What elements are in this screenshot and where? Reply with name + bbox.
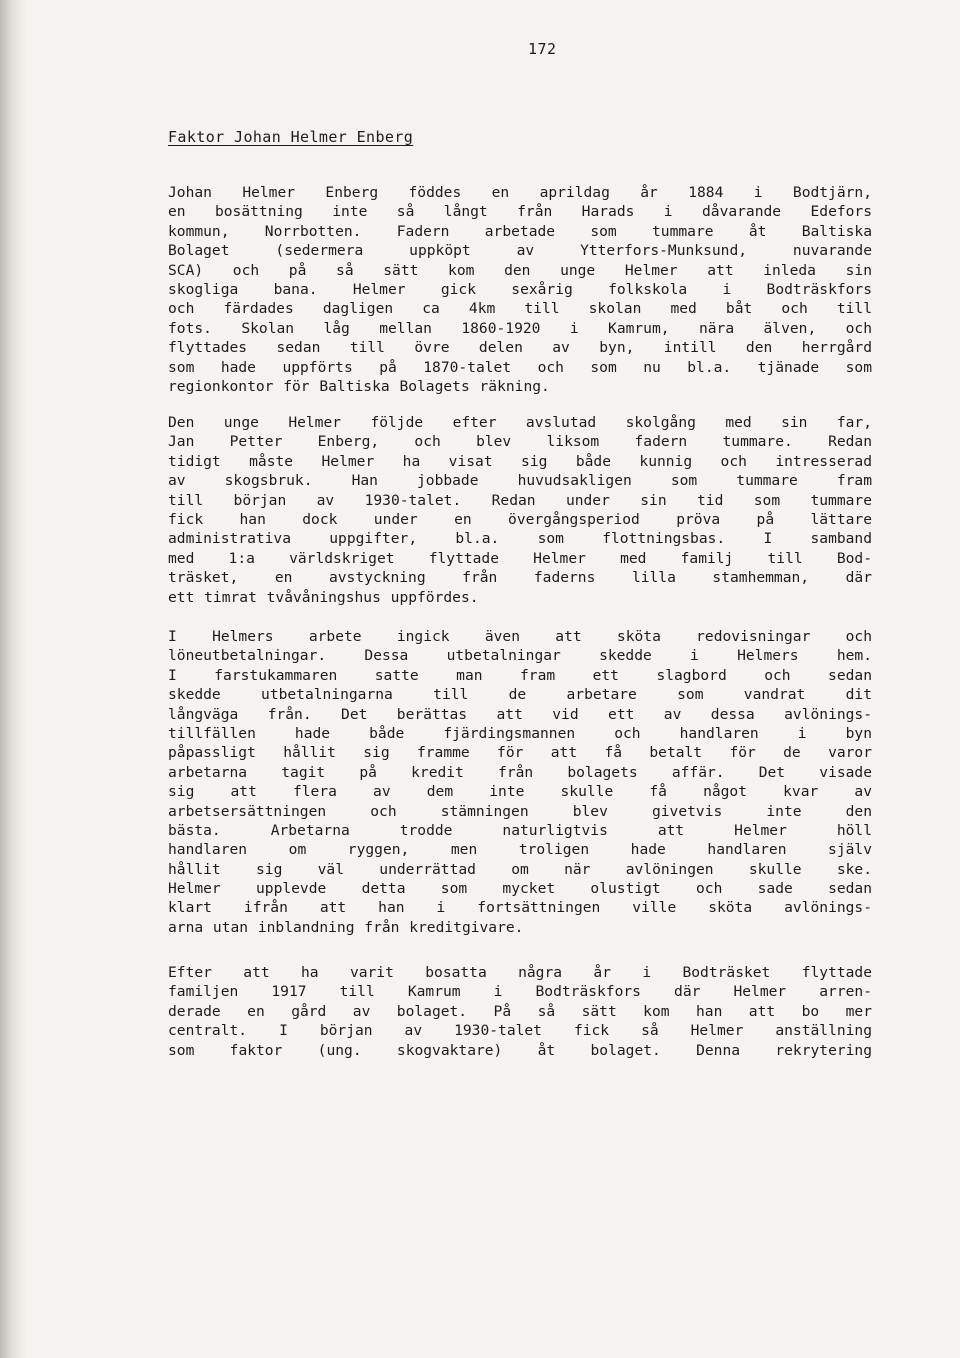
text-line: långväga från. Det berättas att vid ett av dessa avlönings-: [168, 705, 872, 723]
text-line: skedde utbetalningarna till de arbetare som vandrat dit: [168, 686, 872, 704]
paragraph-3: [168, 627, 872, 937]
text-line: som hade uppförts på 1870-talet och som nu bl.a. tjänade som: [168, 358, 872, 376]
text-line: ett timrat tvåvåningshus uppfördes.: [168, 588, 479, 606]
text-line: Bolaget (sedermera uppköpt av Ytterfors-Munksund, nuvarande: [168, 242, 872, 260]
text-line: påpassligt hållit sig framme för att få betalt för de varor: [168, 744, 872, 762]
text-line: en bosättning inte så långt från Harads i dåvarande Edefors: [168, 203, 872, 221]
text-line: bästa. Arbetarna trodde naturligtvis att Helmer höll: [168, 821, 872, 839]
paragraph-4: [168, 963, 872, 1060]
text-line: centralt. I början av 1930-talet fick så Helmer anställning: [168, 1022, 872, 1040]
text-line: av skogsbruk. Han jobbade huvudsakligen som tummare fram: [168, 472, 872, 490]
text-line: med 1:a världskriget flyttade Helmer med familj till Bod-: [168, 549, 872, 567]
text-line: handlaren om ryggen, men troligen hade handlaren själv: [168, 841, 872, 859]
text-line: tillfällen hade både fjärdingsmannen och handlaren i byn: [168, 724, 872, 742]
text-line: till början av 1930-talet. Redan under sin tid som tummare: [168, 491, 872, 509]
paragraph-2: [168, 413, 872, 607]
text-line: och färdades dagligen ca 4km till skolan med båt och till: [168, 300, 872, 318]
text-line: hållit sig väl underrättad om när avlöningen skulle ske.: [168, 860, 872, 878]
section-heading: Faktor Johan Helmer Enberg: [168, 128, 414, 146]
text-line: träsket, en avstyckning från faderns lilla stamhemman, där: [168, 569, 872, 587]
text-line: fots. Skolan låg mellan 1860-1920 i Kamrum, nära älven, och: [168, 319, 872, 337]
text-line: löneutbetalningar. Dessa utbetalningar skedde i Helmers hem.: [168, 647, 872, 665]
binding-shadow: [0, 0, 28, 1358]
text-line: arbetsersättningen och stämningen blev givetvis inte den: [168, 802, 872, 820]
text-line: Helmer upplevde detta som mycket olustigt och sade sedan: [168, 880, 872, 898]
text-line: Johan Helmer Enberg föddes en aprildag år 1884 i Bodtjärn,: [168, 184, 872, 201]
text-line: skogliga bana. Helmer gick sexårig folkskola i Bodträskfors: [168, 280, 872, 298]
text-line: klart ifrån att han i fortsättningen ville sköta avlönings-: [168, 899, 872, 917]
text-line: fick han dock under en övergångsperiod pröva på lättare: [168, 510, 872, 528]
text-line: derade en gård av bolaget. På så sätt kom han att bo mer: [168, 1002, 872, 1020]
text-line: flyttades sedan till övre delen av byn, intill den herrgård: [168, 339, 872, 357]
text-line: administrativa uppgifter, bl.a. som flottningsbas. I samband: [168, 530, 872, 548]
text-line: som faktor (ung. skogvaktare) åt bolaget. Denna rekrytering: [168, 1041, 872, 1059]
text-line: familjen 1917 till Kamrum i Bodträskfors där Helmer arren-: [168, 983, 872, 1001]
text-line: Den unge Helmer följde efter avslutad skolgång med sin far,: [168, 414, 872, 431]
text-line: Efter att ha varit bosatta några år i Bodträsket flyttade: [168, 964, 872, 981]
text-line: sig att flera av dem inte skulle få något kvar av: [168, 783, 872, 801]
text-line: Jan Petter Enberg, och blev liksom fadern tummare. Redan: [168, 433, 872, 451]
text-line: arna utan inblandning från kreditgivare.: [168, 918, 524, 936]
text-line: kommun, Norrbotten. Fadern arbetade som tummare åt Baltiska: [168, 222, 872, 240]
paragraph-1: [168, 183, 872, 396]
text-line: regionkontor för Baltiska Bolagets räkning.: [168, 377, 550, 395]
page-number: 172: [528, 40, 557, 58]
text-line: arbetarna tagit på kredit från bolagets affär. Det visade: [168, 763, 872, 781]
text-line: I Helmers arbete ingick även att sköta redovisningar och: [168, 628, 872, 645]
text-line: SCA) och på så sätt kom den unge Helmer att inleda sin: [168, 261, 872, 279]
text-line: I farstukammaren satte man fram ett slagbord och sedan: [168, 666, 872, 684]
text-line: tidigt måste Helmer ha visat sig både kunnig och intresserad: [168, 452, 872, 470]
